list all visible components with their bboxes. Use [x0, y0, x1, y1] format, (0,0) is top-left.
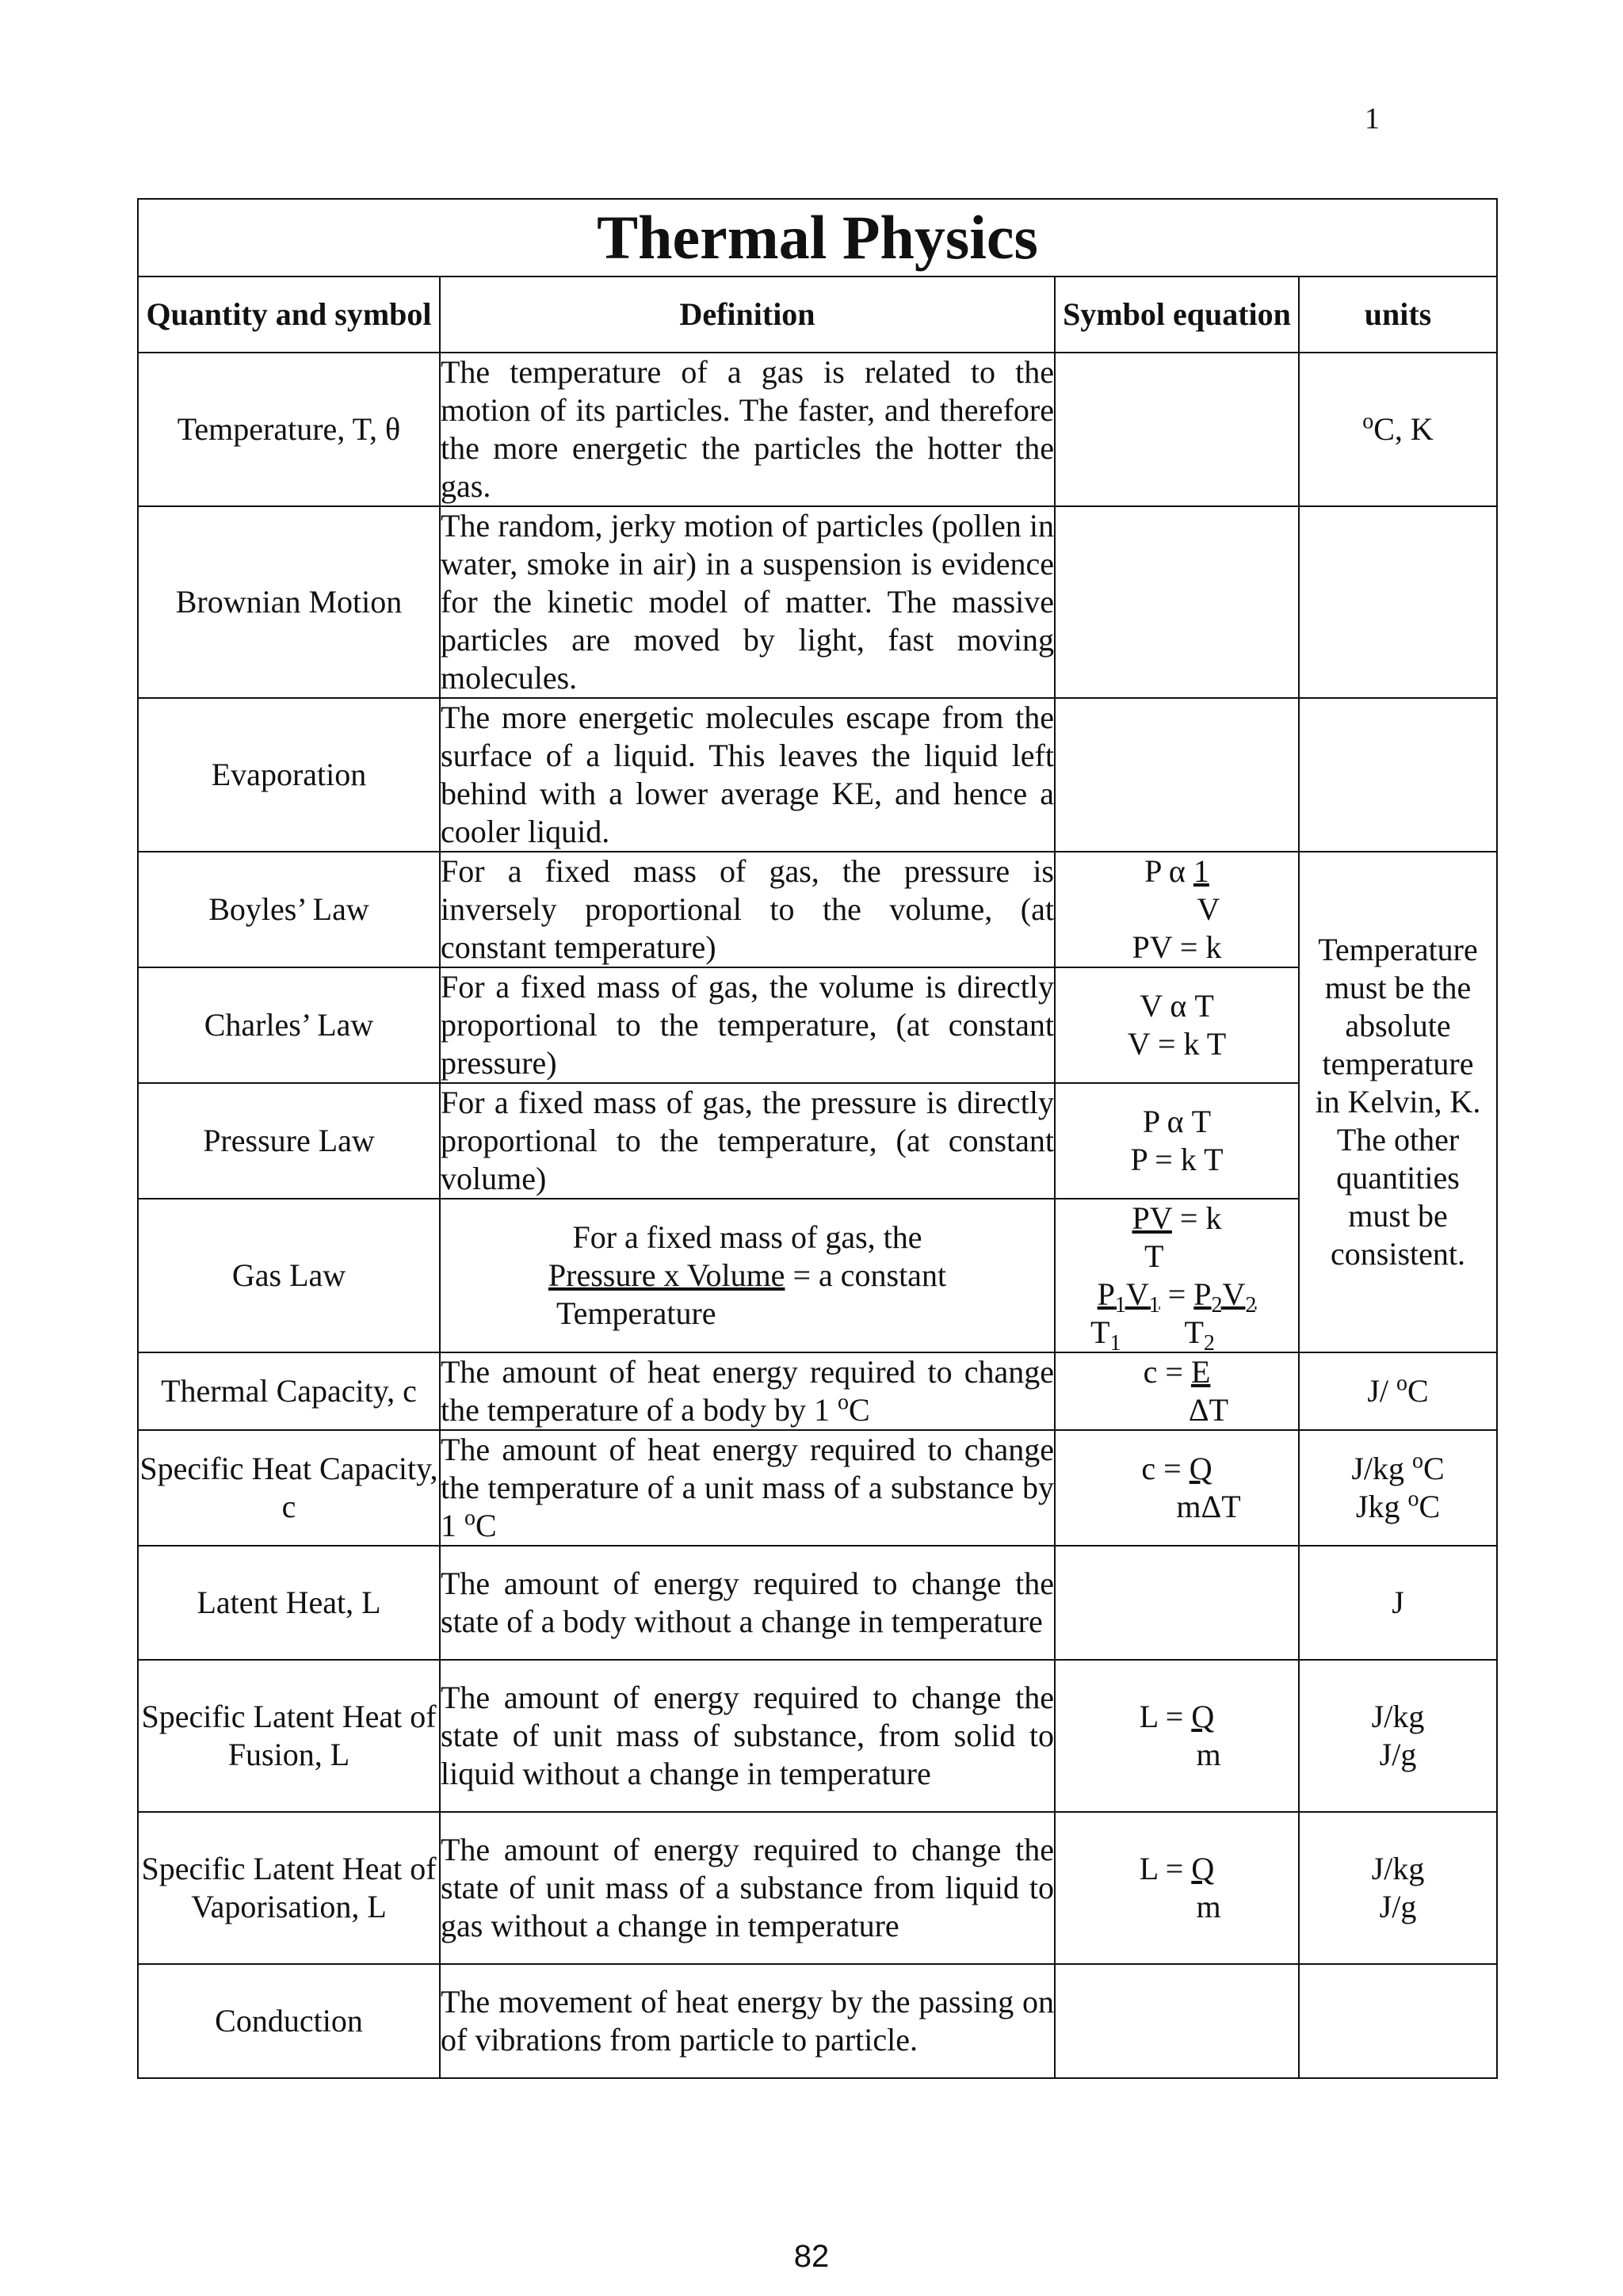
- units-cell: [1299, 1812, 1497, 1964]
- units-text: J/kg: [1371, 1699, 1425, 1734]
- symbol-text: V = k T: [1127, 1026, 1227, 1062]
- quantity-cell: Specific Latent Heat of Fusion, L: [138, 1660, 440, 1812]
- symbol-cell: [1055, 1199, 1299, 1356]
- header-symbol: Symbol equation: [1055, 277, 1299, 353]
- symbol-numerator: E: [1190, 1354, 1211, 1390]
- units-cell: $^o$C, K: [1299, 353, 1497, 506]
- symbol-cell: [1055, 1352, 1299, 1430]
- symbol-cell: [1055, 1964, 1299, 2078]
- symbol-numerator: PV: [1132, 1200, 1172, 1236]
- symbol-cell: [1055, 506, 1299, 698]
- definition-numerator: Pressure x Volume: [548, 1257, 785, 1293]
- definition-cell: The amount of energy required to change the state of unit mass of substance, from solid to liquid without a change in temperature: [440, 1660, 1055, 1812]
- units-cell: [1299, 1660, 1497, 1812]
- definition-cell: The more energetic molecules escape from the surface of a liquid. This leaves the liquid left behind with a lower average KE, and hence a cooler liquid.: [440, 698, 1055, 852]
- table-row: [138, 353, 1497, 506]
- quantity-cell: Specific Latent Heat of Vaporisation, L: [138, 1812, 440, 1964]
- units-cell: J: [1299, 1546, 1497, 1660]
- definition-cell: The amount of heat energy required to change the temperature of a body by 1 $^o$C: [440, 1352, 1055, 1430]
- thermal-physics-table: [137, 198, 1498, 2079]
- definition-text: = a constant: [785, 1257, 947, 1293]
- units-text: J/kg: [1371, 1851, 1425, 1886]
- table-row: [138, 967, 1497, 1083]
- table-row: [138, 1352, 1497, 1430]
- quantity-cell: Boyles’ Law: [138, 852, 440, 967]
- quantity-cell: Temperature, T, θ: [138, 353, 440, 506]
- symbol-text: P: [1097, 1276, 1115, 1312]
- symbol-denominator: T: [1144, 1238, 1164, 1274]
- quantity-cell: Thermal Capacity, c: [138, 1352, 440, 1430]
- symbol-text: V: [1222, 1276, 1246, 1312]
- table-row: [138, 1199, 1497, 1352]
- table-row: [138, 1083, 1497, 1199]
- definition-text: For a fixed mass of gas, the: [572, 1219, 922, 1255]
- symbol-denominator: V: [1197, 891, 1220, 927]
- units-cell: J/ $^o$C: [1299, 1352, 1497, 1430]
- symbol-cell: [1055, 1083, 1299, 1199]
- symbol-text: L =: [1139, 1699, 1192, 1734]
- symbol-denominator: mΔT: [1176, 1489, 1241, 1524]
- symbol-text: T: [1090, 1314, 1110, 1350]
- symbol-text: T: [1184, 1314, 1204, 1350]
- symbol-text: c =: [1143, 1354, 1191, 1390]
- page-number-top: 1: [1365, 102, 1380, 135]
- units-text: J/g: [1379, 1889, 1417, 1924]
- symbol-numerator: Q: [1191, 1699, 1215, 1734]
- units-cell: [1299, 1430, 1497, 1546]
- symbol-text: L =: [1139, 1851, 1192, 1886]
- definition-denominator: Temperature: [556, 1295, 716, 1331]
- symbol-denominator: ΔT: [1188, 1392, 1229, 1428]
- symbol-text: P: [1193, 1276, 1212, 1312]
- symbol-denominator: m: [1196, 1889, 1221, 1924]
- symbol-sub: 2: [1203, 1331, 1215, 1356]
- table-row: [138, 1964, 1497, 2078]
- units-cell: [1299, 506, 1497, 698]
- table-row: [138, 852, 1497, 967]
- symbol-text: c =: [1141, 1451, 1190, 1486]
- definition-cell: For a fixed mass of gas, the pressure is directly proportional to the temperature, (at constant volume): [440, 1083, 1055, 1199]
- quantity-cell: Charles’ Law: [138, 967, 440, 1083]
- symbol-numerator: Q: [1189, 1451, 1212, 1486]
- symbol-text: P α T: [1142, 1104, 1212, 1139]
- symbol-text: P α: [1144, 853, 1193, 889]
- symbol-text: PV = k: [1132, 929, 1222, 965]
- definition-cell: For a fixed mass of gas, the volume is directly proportional to the temperature, (at constant pressure): [440, 967, 1055, 1083]
- definition-cell: The amount of energy required to change the state of a body without a change in temperature: [440, 1546, 1055, 1660]
- symbol-denominator: m: [1196, 1737, 1221, 1772]
- header-quantity: Quantity and symbol: [138, 277, 440, 353]
- definition-cell: The temperature of a gas is related to the motion of its particles. The faster, and therefore the more energetic the particles the hotter the gas.: [440, 353, 1055, 506]
- quantity-cell: Brownian Motion: [138, 506, 440, 698]
- units-cell: [1299, 698, 1497, 852]
- table-row: [138, 506, 1497, 698]
- header-units: units: [1299, 277, 1497, 353]
- symbol-text: P = k T: [1130, 1142, 1224, 1177]
- symbol-sub: 1: [1109, 1331, 1121, 1356]
- quantity-cell: Conduction: [138, 1964, 440, 2078]
- quantity-cell: Evaporation: [138, 698, 440, 852]
- symbol-cell: [1055, 353, 1299, 506]
- definition-cell: For a fixed mass of gas, the pressure is inversely proportional to the volume, (at constant temperature): [440, 852, 1055, 967]
- symbol-cell: [1055, 1430, 1299, 1546]
- definition-cell: [440, 1199, 1055, 1352]
- header-definition: Definition: [440, 277, 1055, 353]
- symbol-sub: 2: [1245, 1293, 1257, 1318]
- symbol-cell: [1055, 852, 1299, 967]
- symbol-sub: 1: [1148, 1293, 1160, 1318]
- symbol-numerator: 1: [1193, 853, 1209, 889]
- symbol-text: =: [1159, 1276, 1194, 1312]
- quantity-cell: Pressure Law: [138, 1083, 440, 1199]
- symbol-text: V α T: [1140, 988, 1214, 1024]
- definition-cell: The movement of heat energy by the passing on of vibrations from particle to particle.: [440, 1964, 1055, 2078]
- quantity-cell: Latent Heat, L: [138, 1546, 440, 1660]
- quantity-cell: Specific Heat Capacity, c: [138, 1430, 440, 1546]
- page-number-bottom: 82: [793, 2239, 830, 2274]
- units-text: J/g: [1379, 1737, 1417, 1772]
- symbol-cell: [1055, 1660, 1299, 1812]
- gas-laws-units-note: Temperature must be the absolute temperature in Kelvin, K. The other quantities must be consistent.: [1299, 852, 1497, 1352]
- symbol-text: = k: [1171, 1200, 1222, 1236]
- table-row: [138, 1546, 1497, 1660]
- symbol-text: V: [1125, 1276, 1149, 1312]
- table-row: [138, 1812, 1497, 1964]
- symbol-sub: 1: [1114, 1293, 1126, 1318]
- symbol-numerator: Q: [1191, 1851, 1215, 1886]
- definition-cell: The random, jerky motion of particles (pollen in water, smoke in air) in a suspension is evidence for the kinetic model of matter. The massive particles are moved by light, fast moving molecules.: [440, 506, 1055, 698]
- symbol-cell: [1055, 967, 1299, 1083]
- table-row: [138, 1430, 1497, 1546]
- units-cell: [1299, 1964, 1497, 2078]
- units-text: Jkg $^o$C: [1355, 1486, 1441, 1524]
- quantity-cell: Gas Law: [138, 1199, 440, 1352]
- symbol-sub: 2: [1211, 1293, 1223, 1318]
- definition-cell: The amount of heat energy required to change the temperature of a unit mass of a substance by 1 $^o$C: [440, 1430, 1055, 1546]
- table-row: [138, 698, 1497, 852]
- table-row: [138, 1660, 1497, 1812]
- units-text: J/kg $^o$C: [1351, 1448, 1445, 1486]
- table-title: Thermal Physics: [138, 199, 1497, 277]
- definition-cell: The amount of energy required to change the state of unit mass of a substance from liquid to gas without a change in temperature: [440, 1812, 1055, 1964]
- symbol-cell: [1055, 698, 1299, 852]
- symbol-cell: [1055, 1812, 1299, 1964]
- symbol-cell: [1055, 1546, 1299, 1660]
